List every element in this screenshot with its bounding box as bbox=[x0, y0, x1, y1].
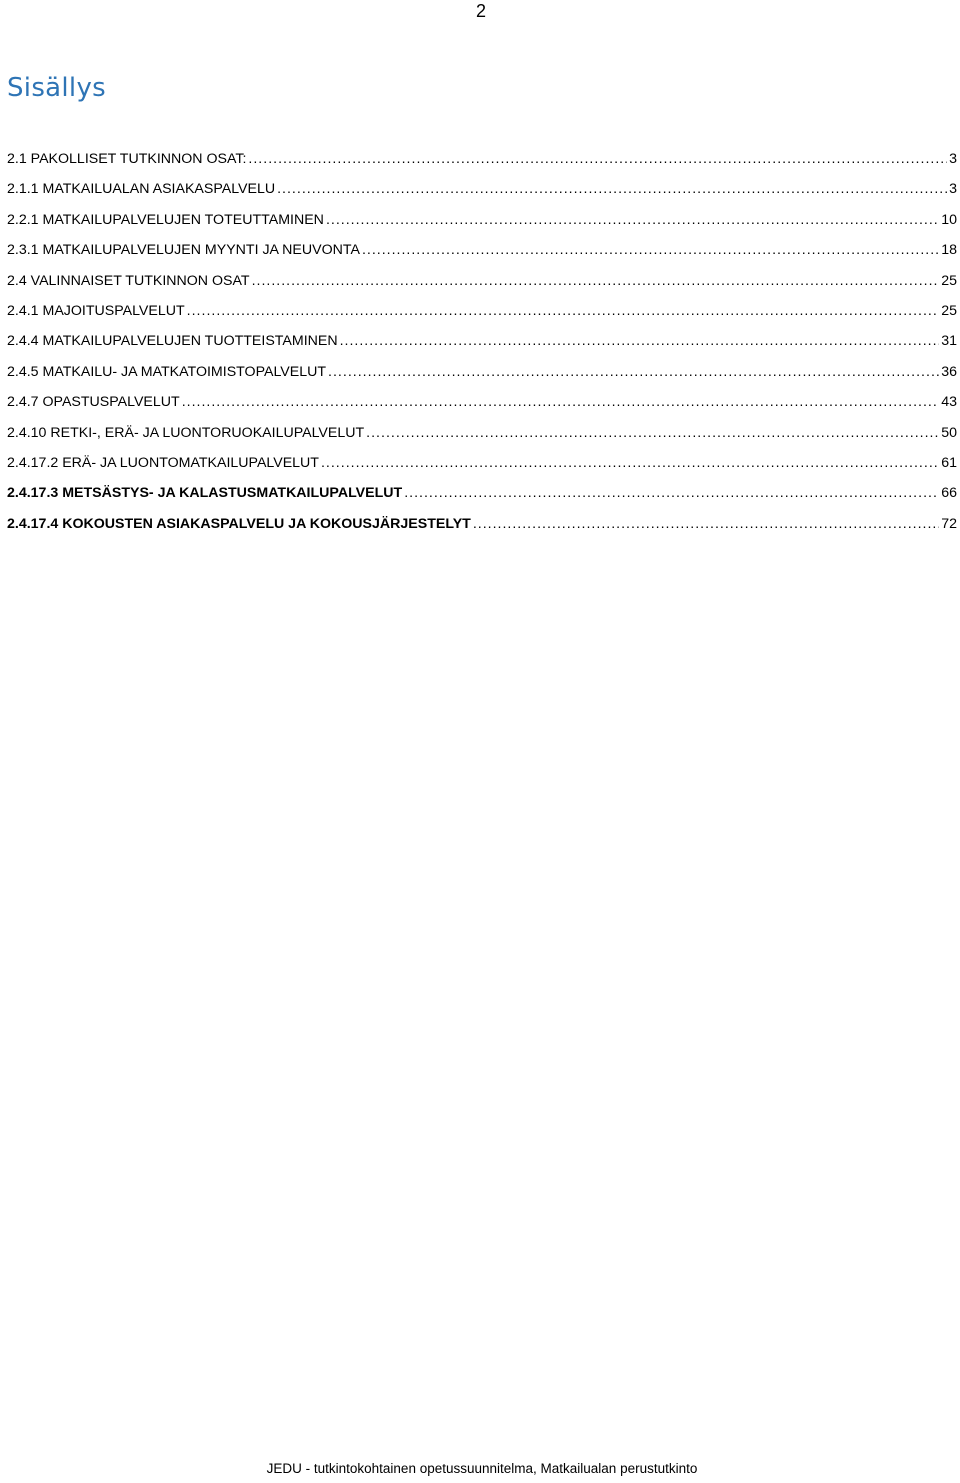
toc-entry-label: 2.4.4 MATKAILUPALVELUJEN TUOTTEISTAMINEN bbox=[7, 333, 338, 350]
toc-dot-leader bbox=[328, 359, 939, 385]
toc-entry-page-number: 50 bbox=[941, 424, 957, 441]
toc-entry-label: 2.1 PAKOLLISET TUTKINNON OSAT: bbox=[7, 151, 247, 167]
table-of-contents bbox=[7, 146, 957, 541]
toc-dot-leader bbox=[248, 146, 947, 172]
toc-dot-leader bbox=[404, 480, 939, 506]
toc-dot-leader bbox=[326, 207, 939, 233]
toc-entry[interactable] bbox=[7, 389, 957, 419]
toc-entry-label: 2.4 VALINNAISET TUTKINNON OSAT bbox=[7, 272, 250, 289]
toc-entry-label: 2.4.10 RETKI-, ERÄ- JA LUONTORUOKAILUPALVELUT bbox=[7, 424, 365, 441]
toc-dot-leader bbox=[362, 237, 939, 263]
toc-entry-label: 2.4.17.3 METSÄSTYS- JA KALASTUSMATKAILUPALVELUT bbox=[7, 485, 403, 502]
toc-entry-page-number: 10 bbox=[941, 211, 957, 228]
toc-entry[interactable] bbox=[7, 298, 957, 328]
toc-entry[interactable] bbox=[7, 328, 957, 358]
toc-heading: Sisällys bbox=[7, 73, 106, 103]
toc-entry-label: 2.3.1 MATKAILUPALVELUJEN MYYNTI JA NEUVONTA bbox=[7, 242, 360, 259]
toc-dot-leader bbox=[187, 298, 940, 324]
toc-entry-label: 2.4.1 MAJOITUSPALVELUT bbox=[7, 302, 185, 319]
toc-entry[interactable] bbox=[7, 480, 957, 510]
toc-dot-leader bbox=[182, 389, 940, 415]
toc-entry[interactable] bbox=[7, 268, 957, 298]
toc-entry-page-number: 3 bbox=[949, 181, 957, 198]
toc-entry-label: 2.2.1 MATKAILUPALVELUJEN TOTEUTTAMINEN bbox=[7, 211, 324, 228]
toc-entry[interactable] bbox=[7, 207, 957, 237]
toc-entry-label: 2.4.17.2 ERÄ- JA LUONTOMATKAILUPALVELUT bbox=[7, 454, 319, 471]
toc-dot-leader bbox=[277, 176, 947, 202]
toc-dot-leader bbox=[252, 268, 940, 294]
toc-entry[interactable] bbox=[7, 450, 957, 480]
toc-dot-leader bbox=[321, 450, 939, 476]
toc-entry-label: 2.1.1 MATKAILUALAN ASIAKASPALVELU bbox=[7, 181, 276, 198]
toc-entry[interactable] bbox=[7, 146, 957, 176]
toc-entry-page-number: 61 bbox=[941, 454, 957, 471]
toc-entry-label: 2.4.17.4 KOKOUSTEN ASIAKASPALVELU JA KOKOUSJÄRJESTELYT bbox=[7, 515, 471, 532]
toc-entry-page-number: 3 bbox=[949, 151, 957, 167]
toc-entry[interactable] bbox=[7, 359, 957, 389]
toc-entry[interactable] bbox=[7, 237, 957, 267]
toc-dot-leader bbox=[340, 328, 940, 354]
toc-entry-label: 2.4.7 OPASTUSPALVELUT bbox=[7, 394, 180, 411]
toc-entry-page-number: 66 bbox=[941, 485, 957, 502]
toc-entry-page-number: 36 bbox=[941, 363, 957, 380]
toc-entry-page-number: 18 bbox=[941, 242, 957, 259]
toc-entry[interactable] bbox=[7, 420, 957, 450]
toc-entry-page-number: 25 bbox=[941, 272, 957, 289]
toc-dot-leader bbox=[473, 511, 939, 537]
toc-entry-page-number: 43 bbox=[941, 394, 957, 411]
toc-entry[interactable] bbox=[7, 176, 957, 206]
toc-entry[interactable] bbox=[7, 511, 957, 541]
toc-entry-label: 2.4.5 MATKAILU- JA MATKATOIMISTOPALVELUT bbox=[7, 363, 327, 380]
toc-entry-page-number: 31 bbox=[941, 333, 957, 350]
toc-entry-page-number: 25 bbox=[941, 302, 957, 319]
page-number: 2 bbox=[475, 1, 486, 21]
toc-entry-page-number: 72 bbox=[941, 515, 957, 532]
page-footer: JEDU - tutkintokohtainen opetussuunnitelma, Matkailualan perustutkinto bbox=[266, 1461, 698, 1476]
toc-dot-leader bbox=[366, 420, 939, 446]
